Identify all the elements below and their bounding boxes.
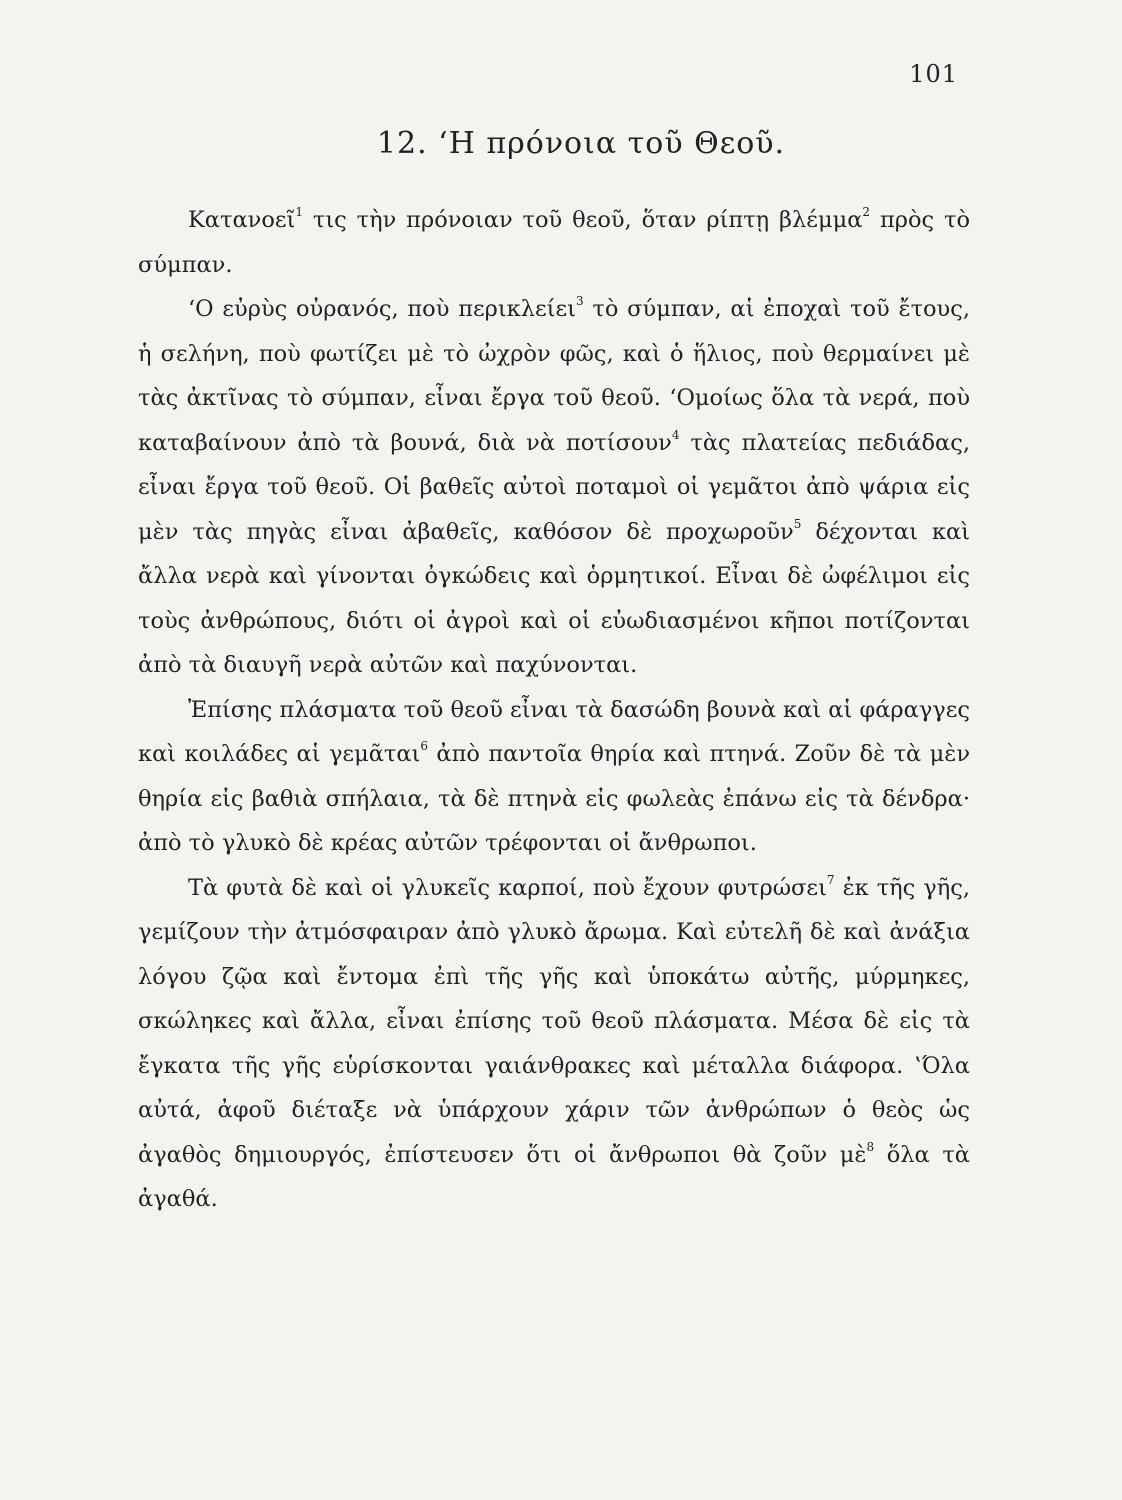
- paragraph-text: ‘Ο εὐρὺς οὐρανός, ποὺ περικλείει: [188, 296, 576, 322]
- paragraph-text: Τὰ φυτὰ δὲ καὶ οἱ γλυκεῖς καρποί, ποὺ ἔχουν φυτρώσει: [188, 874, 827, 901]
- paragraph-text: τὸ σύμπαν, αἱ ἐποχαὶ τοῦ ἔτους, ἡ σελήνη, ποὺ φωτίζει μὲ τὸ ὠχρὸν φῶς, καὶ ὁ ἥλιος, ποὺ θερμαίνει μὲ τὰς ἀκτῖνας τὸ σύμπαν, εἶναι ἔργα τοῦ θεοῦ. ‘Ομοίως ὅλα τὰ νερά, ποὺ καταβαίνουν ἀπὸ τὰ βουνά, διὰ νὰ ποτίσουν: [138, 296, 970, 456]
- body-text: [138, 198, 970, 1222]
- footnote-marker: 3: [575, 294, 584, 308]
- footnote-marker: 2: [862, 205, 871, 219]
- footnote-marker: 8: [866, 1139, 875, 1154]
- paragraph-text: τὰς πλατείας πεδιάδας, εἶναι ἔργα τοῦ θεοῦ. Οἱ βαθεῖς αὐτοὶ ποταμοὶ οἱ γεμᾶτοι ἀπὸ ψάρια εἰς μὲν τὰς πηγὰς εἶναι ἀβαθεῖς, καθόσον δὲ προχωροῦν: [138, 429, 970, 545]
- paragraph: [138, 198, 970, 287]
- paragraph-text: τις τὴν πρόνοιαν τοῦ θεοῦ, ὅταν ρίπτῃ βλέμμα: [303, 207, 863, 233]
- paragraph-text: Ἐπίσης πλάσματα τοῦ θεοῦ εἶναι τὰ δασώδη βουνὰ καὶ αἱ φάραγγες καὶ κοιλάδες αἱ γεμᾶται: [138, 696, 970, 767]
- chapter-title: 12. ‘Η πρόνοια τοῦ Θεοῦ.: [376, 126, 786, 161]
- paragraph-text: ἀπὸ παντοῖα θηρία καὶ πτηνά. Ζοῦν δὲ τὰ μὲν θηρία εἰς βαθιὰ σπήλαια, τὰ δὲ πτηνὰ εἰς φωλεὰς ἐπάνω εἰς τὰ δένδρα· ἀπὸ τὸ γλυκὸ δὲ κρέας αὐτῶν τρέφονται οἱ ἄνθρωποι.: [138, 741, 971, 856]
- footnote-marker: 4: [671, 427, 680, 442]
- footnote-marker: 5: [793, 516, 802, 531]
- paragraph-text: ὅλα τὰ ἀγαθά.: [138, 1141, 970, 1212]
- footnote-marker: 7: [826, 872, 835, 887]
- paragraph-text: δέχονται καὶ ἄλλα νερὰ καὶ γίνονται ὀγκώδεις καὶ ὁρμητικοί. Εἶναι δὲ ὠφέλιμοι εἰς τοὺς ἀνθρώπους, διότι οἱ ἀγροὶ καὶ οἱ εὐωδιασμένοι κῆποι ποτίζονται ἀπὸ τὰ διαυγῆ νερὰ αὐτῶν καὶ παχύνονται.: [138, 518, 970, 678]
- page-number: 101: [909, 60, 958, 88]
- paragraph: [138, 866, 970, 1222]
- footnote-marker: 1: [295, 205, 303, 219]
- paragraph-text: ἐκ τῆς γῆς, γεμίζουν τὴν ἀτμόσφαιραν ἀπὸ γλυκὸ ἄρωμα. Καὶ εὐτελῆ δὲ καὶ ἀνάξια λόγου ζῷα καὶ ἔντομα ἐπὶ τῆς γῆς καὶ ὑποκάτω αὐτῆς, μύρμηκες, σκώληκες καὶ ἄλλα, εἶναι ἐπίσης τοῦ θεοῦ πλάσματα. Μέσα δὲ εἰς τὰ ἔγκατα τῆς γῆς εὑρίσκονται γαιάνθρακες καὶ μέταλλα διάφορα. ‛Όλα αὐτά, ἀφοῦ διέταξε νὰ ὑπάρχουν χάριν τῶν ἀνθρώπων ὁ θεὸς ὡς ἀγαθὸς δημιουργός, ἐπίστευσεν ὅτι οἱ ἄνθρωποι θὰ ζοῦν μὲ: [138, 874, 970, 1168]
- footnote-marker: 6: [420, 739, 428, 753]
- paragraph: [138, 688, 970, 866]
- paragraph-text: πρὸς τὸ σύμπαν.: [138, 207, 971, 278]
- paragraph: [138, 287, 970, 688]
- paragraph-text: Κατανοεῖ: [188, 207, 296, 233]
